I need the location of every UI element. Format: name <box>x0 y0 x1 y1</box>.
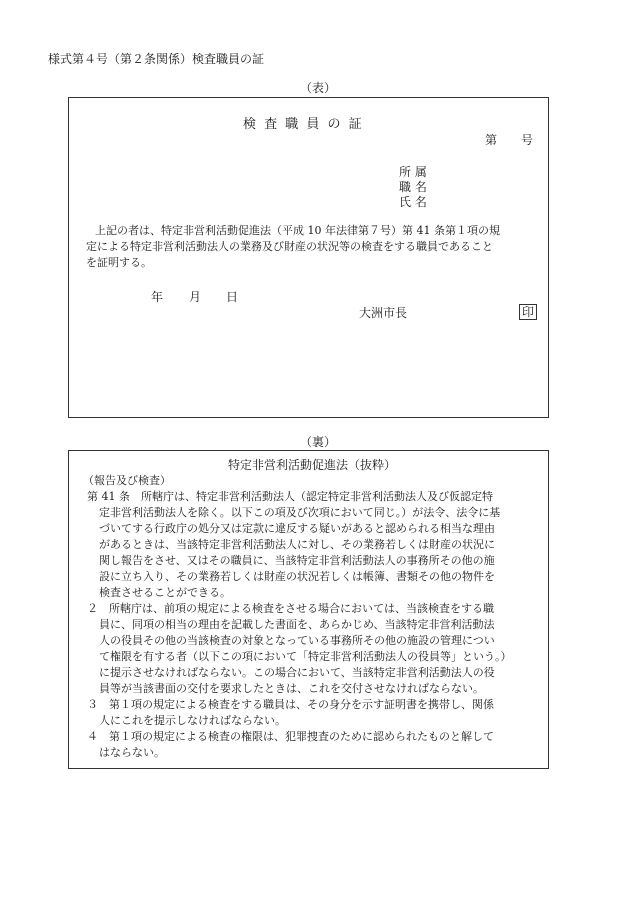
field-position: 職 名 <box>399 180 427 194</box>
law-text-line: 定非営利活動法人を除く。以下この項及び次項において同じ。）が法令、法令に基 <box>99 506 501 519</box>
law-text-line: ３ 第１項の規定による検査をする職員は、その身分を示す証明書を携帯し、関係 <box>87 698 494 711</box>
law-text-line: 人の役員その他の当該検査の対象となっている事務所その他の施設の管理につい <box>99 634 495 647</box>
law-text-line: 検査させることができる。 <box>99 586 231 599</box>
law-text-line: て権限を有する者（以下この項において「特定非営利活動法人の役員等」という。） <box>99 650 512 663</box>
field-affiliation: 所 属 <box>399 165 427 179</box>
certificate-text-line: 上記の者は、特定非営利活動促進法（平成 10 年法律第７号）第 41 条第１項の規 <box>95 224 500 237</box>
card-title: 検 査 職 員 の 証 <box>243 117 364 132</box>
law-title: 特定非営利活動促進法（抜粋） <box>228 458 397 472</box>
law-text-line: があるときは、当該特定非営利活動法人に対し、その業務若しくは財産の状況に <box>99 538 495 551</box>
back-side-label: （裏） <box>300 435 337 449</box>
law-text-line: 員等が当該書面の交付を要求したときは、これを交付させなければならない。 <box>99 682 484 695</box>
law-text-line: 人にこれを提示しなければならない。 <box>99 714 286 727</box>
law-text-line: ４ 第１項の規定による検査の権限は、犯罪捜査のために認められたものと解して <box>87 730 494 743</box>
law-text-line: に提示させなければならない。この場合において、当該特定非営利活動法人の役 <box>99 666 495 679</box>
date-day: 日 <box>226 290 239 304</box>
form-title: 様式第４号（第２条関係）検査職員の証 <box>48 52 265 66</box>
law-text-line: 設に立ち入り、その業務若しくは財産の状況若しくは帳簿、書類その他の物件を <box>99 570 495 583</box>
law-text-line: ２ 所轄庁は、前項の規定による検査をさせる場合においては、当該検査をする職 <box>87 602 494 615</box>
date-month: 月 <box>189 290 202 304</box>
front-card <box>68 97 549 418</box>
front-side-label: （表） <box>300 81 337 95</box>
law-text-line: 第 41 条 所轄庁は、特定非営利活動法人（認定特定非営利活動法人及び仮認定特 <box>87 490 493 503</box>
back-card <box>68 450 549 769</box>
law-text-line: はならない。 <box>99 746 165 759</box>
issuer-name: 大洲市長 <box>359 306 408 320</box>
section-heading: （報告及び検査） <box>83 474 171 487</box>
field-name: 氏 名 <box>399 195 427 209</box>
law-text-line: 関し報告をさせ、又はその職員に、当該特定非営利活動法人の事務所その他の施 <box>99 554 495 567</box>
certificate-text-line: を証明する。 <box>86 256 152 269</box>
law-text-line: づいてする行政庁の処分又は定款に違反する疑いがあると認められる相当な理由 <box>99 522 495 535</box>
date-year: 年 <box>151 290 164 304</box>
card-number-label: 第 号 <box>485 133 534 147</box>
seal-mark: 印 <box>519 304 537 320</box>
certificate-text-line: 定による特定非営利活動法人の業務及び財産の状況等の検査をする職員であること <box>86 240 493 253</box>
law-text-line: 員に、同項の相当の理由を記載した書面を、あらかじめ、当該特定非営利活動法 <box>99 618 495 631</box>
